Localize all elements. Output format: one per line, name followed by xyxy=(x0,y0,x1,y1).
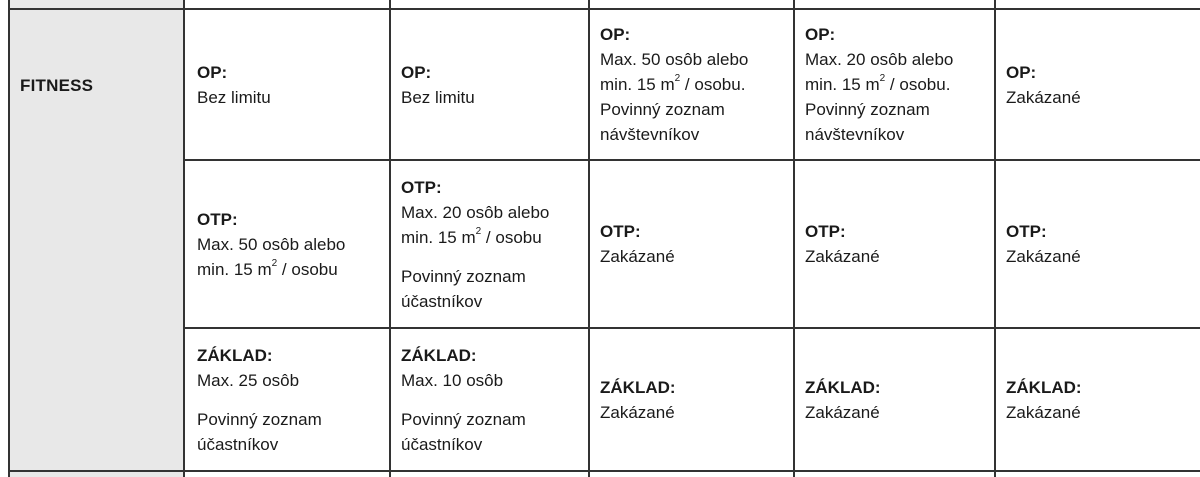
cell-text: min. 15 $m^2$ / osobu. xyxy=(600,73,746,94)
cell-text: návštevníkov xyxy=(805,125,905,144)
cell-text: Zakázané xyxy=(600,247,675,266)
cell-heading: OP: xyxy=(401,62,432,82)
cell-text: Zakázané xyxy=(1006,402,1081,422)
cell-heading: OP: xyxy=(1006,62,1037,82)
cell-heading: OTP: xyxy=(600,222,641,241)
cell-heading: ZÁKLAD: xyxy=(600,377,676,397)
cell-text: Zakázané xyxy=(1006,247,1081,266)
table-cell xyxy=(391,161,588,327)
table-cell xyxy=(795,10,994,159)
cell-text: Povinný zoznam xyxy=(805,100,930,119)
table-cell xyxy=(590,10,793,159)
cell-text: min. 15 $m^2$ / osobu xyxy=(401,225,542,247)
cell-heading: OP: xyxy=(197,62,228,82)
cell-note: účastníkov xyxy=(197,434,279,454)
cell-note: Povinný zoznam xyxy=(401,266,526,286)
table-cell xyxy=(391,10,588,159)
cell-text: Bez limitu xyxy=(197,87,271,107)
cell-heading: ZÁKLAD: xyxy=(401,345,477,365)
cell-heading: OP: xyxy=(805,25,836,44)
cell-text: min. 15 $m^2$ / osobu. xyxy=(805,73,951,94)
table-cell xyxy=(996,10,1200,159)
table-cell xyxy=(795,329,994,470)
cell-text: Max. 50 osôb alebo xyxy=(197,234,346,254)
cell-text: Max. 20 osôb alebo xyxy=(401,202,550,222)
cell-text: Zakázané xyxy=(1006,87,1081,107)
cell-heading: ZÁKLAD: xyxy=(805,377,881,397)
cell-heading: OTP: xyxy=(197,209,238,229)
table-cell xyxy=(187,10,389,159)
cell-note: účastníkov xyxy=(401,291,483,311)
cell-text: Max. 25 osôb xyxy=(197,370,300,390)
cell-note: Povinný zoznam xyxy=(197,409,322,429)
table-cell xyxy=(590,161,793,327)
cell-text: Max. 10 osôb xyxy=(401,370,504,390)
table-cell xyxy=(391,329,588,470)
table-cell xyxy=(187,161,389,327)
cell-heading: OTP: xyxy=(401,177,442,197)
cell-text: Zakázané xyxy=(805,247,880,266)
table-cell xyxy=(590,329,793,470)
cell-text: Bez limitu xyxy=(401,87,475,107)
table-cell xyxy=(996,329,1200,470)
cell-heading: ZÁKLAD: xyxy=(197,345,273,365)
cell-heading: OTP: xyxy=(805,222,846,241)
table-cell xyxy=(187,329,389,470)
row-divider xyxy=(8,470,1200,472)
cell-note: Povinný zoznam xyxy=(401,409,526,429)
cell-text: Max. 20 osôb alebo xyxy=(805,50,954,69)
cell-heading: OTP: xyxy=(1006,222,1047,241)
cell-text: návštevníkov xyxy=(600,125,700,144)
category-column xyxy=(8,0,185,477)
cell-heading: ZÁKLAD: xyxy=(1006,377,1082,397)
table-cell xyxy=(795,161,994,327)
category-label: FITNESS xyxy=(20,76,94,95)
cell-text: Max. 50 osôb alebo xyxy=(600,50,749,69)
cell-heading: OP: xyxy=(600,25,631,44)
cell-note: účastníkov xyxy=(401,434,483,454)
cell-text: Zakázané xyxy=(600,402,675,422)
table-cell xyxy=(996,161,1200,327)
cell-text: Zakázané xyxy=(805,402,880,422)
cell-text: min. 15 $m^2$ / osobu xyxy=(197,257,338,279)
cell-text: Povinný zoznam xyxy=(600,100,725,119)
